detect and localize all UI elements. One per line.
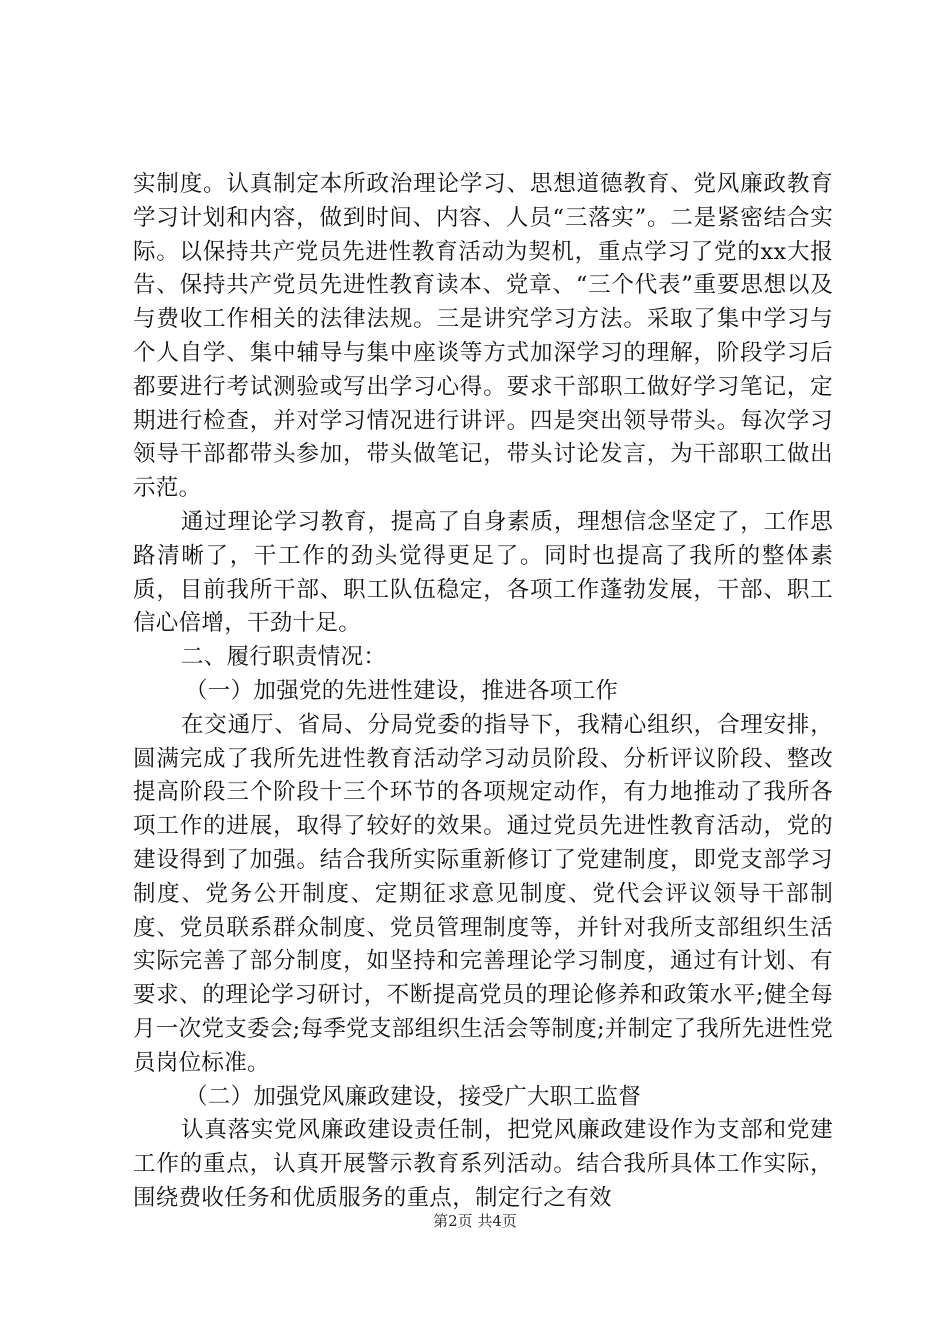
paragraph-study-results: 通过理论学习教育，提高了自身素质，理想信念坚定了，工作思路清晰了，干工作的劲头觉得更足了。同时也提高了我所的整体素质，目前我所干部、职工队伍稳定，各项工作蓬勃发展，干部、职工信心倍增，干劲十足。 [133, 508, 833, 637]
page-footer: 第2页 共4页 [433, 1212, 517, 1230]
paragraph-integrity: 认真落实党风廉政建设责任制，把党风廉政建设作为支部和党建工作的重点，认真开展警示教育系列活动。结合我所具体工作实际，围绕费收任务和优质服务的重点，制定行之有效 [133, 1117, 833, 1211]
subheading-party-building: （一）加强党的先进性建设，推进各项工作 [185, 677, 619, 704]
paragraph-study-measures: 实制度。认真制定本所政治理论学习、思想道德教育、党风廉政教育学习计划和内容，做到时间、内容、人员“三落实”。二是紧密结合实际。以保持共产党员先进性教育活动为契机，重点学习了党的xx大报告、保持共产党员先进性教育读本、党章、“三个代表”重要思想以及与费收工作相关的法律法规。三是讲究学习方法。采取了集中学习与个人自学、集中辅导与集中座谈等方式加深学习的理解，阶段学习后都要进行考试测验或写出学习心得。要求干部职工做好学习笔记，定期进行检查，并对学习情况进行讲评。四是突出领导带头。每次学习领导干部都带头参加，带头做笔记，带头讨论发言，为干部职工做出示范。 [133, 171, 833, 502]
document-body [133, 168, 833, 1216]
subheading-integrity: （二）加强党风廉政建设，接受广大职工监督 [185, 1083, 642, 1110]
paragraph-party-building: 在交通厅、省局、分局党委的指导下，我精心组织，合理安排，圆满完成了我所先进性教育活动学习动员阶段、分析评议阶段、整改提高阶段三个阶段十三个环节的各项规定动作，有力地推动了我所各项工作的进展，取得了较好的效果。通过党员先进性教育活动，党的建设得到了加强。结合我所实际重新修订了党建制度，即党支部学习制度、党务公开制度、定期征求意见制度、党代会评议领导干部制度、党员联系群众制度、党员管理制度等，并针对我所支部组织生活实际完善了部分制度，如坚持和完善理论学习制度，通过有计划、有要求、的理论学习研讨，不断提高党员的理论修养和政策水平;健全每月一次党支委会;每季党支部组织生活会等制度;并制定了我所先进性党员岗位标准。 [133, 711, 833, 1076]
section-heading-duties: 二、履行职责情况： [181, 644, 387, 671]
